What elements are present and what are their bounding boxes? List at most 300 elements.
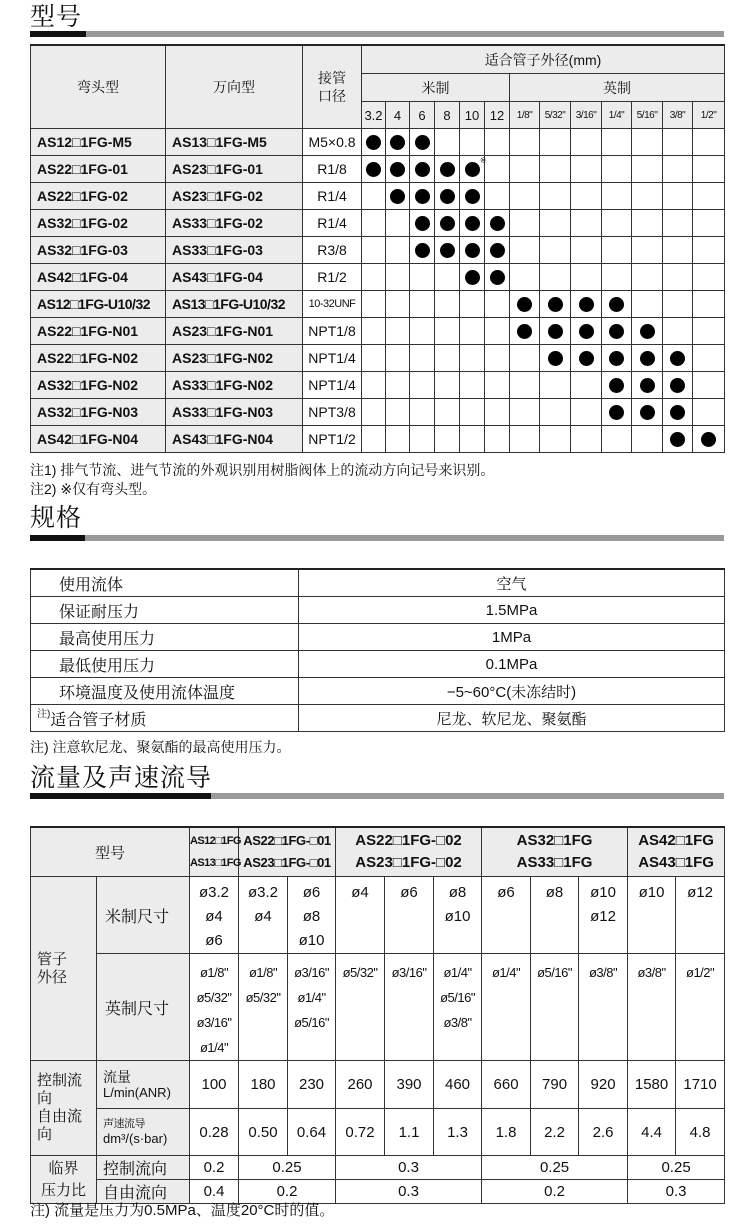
critical-ratio-controlled: 0.25 [628, 1156, 725, 1180]
universal-model: AS13□1FG-M5 [166, 129, 303, 156]
inch-size-label: 英制尺寸 [97, 954, 190, 1061]
compatible-dot-icon [415, 216, 430, 231]
compatible-dot-icon [415, 162, 430, 177]
size-cell [460, 399, 485, 426]
tube-size: ø1/8" [199, 965, 229, 980]
inch-sizes-cell [239, 954, 288, 1061]
inch-sizes-cell [336, 954, 385, 1061]
size-cell [632, 237, 663, 264]
sonic-conductance-value: 4.4 [628, 1109, 676, 1156]
size-column-header: 3/8" [663, 102, 693, 129]
metric-sizes-cell [288, 877, 336, 954]
metric-sizes-cell [434, 877, 482, 954]
flow-header-group [336, 827, 482, 877]
critical-ratio-label [31, 1156, 97, 1204]
critical-line2: 压力比 [40, 1181, 86, 1199]
size-cell [663, 210, 693, 237]
compatible-dot-icon [670, 432, 685, 447]
tube-size: ø3/16" [196, 1015, 232, 1030]
compatible-dot-icon [440, 216, 455, 231]
compatible-dot-icon [440, 189, 455, 204]
tube-size: ø10 [590, 884, 616, 901]
flow-header-group [239, 827, 336, 877]
tube-size: ø5/16" [294, 1015, 329, 1030]
size-cell [460, 291, 485, 318]
model-row [31, 318, 725, 345]
compatible-dot-icon [517, 324, 532, 339]
universal-model: AS13□1FG-U10/32 [166, 291, 303, 318]
spec-label-text: 环境温度及使用流体温度 [59, 684, 236, 702]
size-cell [571, 156, 602, 183]
size-cell [435, 210, 460, 237]
size-column-header: 10 [460, 102, 485, 129]
size-cell [386, 291, 410, 318]
size-column-header: 12 [485, 102, 510, 129]
size-cell [435, 318, 460, 345]
universal-model: AS23□1FG-N02 [166, 345, 303, 372]
group-line2: AS23□1FG-□01 [243, 855, 331, 870]
size-cell [663, 156, 693, 183]
group-line2: AS33□1FG [516, 854, 593, 871]
tube-size: ø12 [590, 908, 616, 925]
size-cell [485, 183, 510, 210]
elbow-model: AS22□1FG-01 [31, 156, 166, 183]
flow-label: 流量 [103, 1068, 131, 1085]
critical-ratio-controlled: 0.25 [239, 1156, 336, 1180]
size-cell [435, 291, 460, 318]
tube-size: ø1/2" [686, 965, 715, 980]
spec-label-text: 使用流体 [59, 576, 124, 594]
compatible-dot-icon [640, 324, 655, 339]
spec-note: 注) 注意软尼龙、聚氨酯的最高使用压力。 [30, 739, 291, 755]
universal-model: AS33□1FG-02 [166, 210, 303, 237]
universal-model: AS23□1FG-02 [166, 183, 303, 210]
compatible-dot-icon [465, 156, 487, 177]
compatible-dot-icon [390, 135, 405, 150]
elbow-model: AS12□1FG-U10/32 [31, 291, 166, 318]
model-row [31, 183, 725, 210]
size-cell [693, 399, 725, 426]
tube-size: ø3/8" [637, 965, 666, 980]
sonic-conductance-value: 4.8 [676, 1109, 725, 1156]
port-size: R1/2 [303, 264, 362, 291]
spec-row [31, 569, 725, 597]
size-cell [386, 129, 410, 156]
size-cell [460, 156, 485, 183]
header-metric: 米制 [362, 74, 510, 102]
size-column-header: 3/16" [571, 102, 602, 129]
size-cell [602, 345, 632, 372]
group-line1: AS42□1FG [638, 832, 714, 849]
size-cell [386, 264, 410, 291]
size-cell [386, 345, 410, 372]
size-cell [460, 372, 485, 399]
flow-rate-value: 390 [385, 1061, 434, 1109]
size-cell [632, 210, 663, 237]
size-cell [435, 129, 460, 156]
size-cell [485, 291, 510, 318]
spec-label-text: 最高使用压力 [59, 630, 156, 648]
tube-od-line2: 外径 [37, 968, 68, 986]
model-row [31, 345, 725, 372]
sonic-conductance-value: 1.1 [385, 1109, 434, 1156]
tube-size: ø10 [444, 908, 471, 925]
sonic-label [97, 1109, 190, 1156]
size-cell [571, 399, 602, 426]
group-line1: AS12□1FG [190, 835, 241, 847]
size-column-header: 3.2 [362, 102, 386, 129]
compatible-dot-icon [440, 162, 455, 177]
port-size: 10-32UNF [303, 291, 362, 318]
compatible-dot-icon [415, 135, 430, 150]
sonic-conductance-value: 1.8 [482, 1109, 531, 1156]
tube-size: ø4 [205, 908, 223, 925]
metric-sizes-cell [336, 877, 385, 954]
tube-size: ø8 [545, 884, 564, 901]
size-cell [540, 156, 571, 183]
spec-row [31, 624, 725, 651]
size-cell [540, 291, 571, 318]
elbow-model: AS42□1FG-N04 [31, 426, 166, 453]
size-cell [410, 426, 435, 453]
spec-value: 空气 [299, 569, 725, 597]
size-cell [410, 318, 435, 345]
flow-rate-value: 790 [531, 1061, 579, 1109]
critical-ratio-free: 0.3 [336, 1180, 482, 1204]
tube-size: ø6 [400, 884, 418, 901]
metric-sizes-cell [239, 877, 288, 954]
size-cell [386, 183, 410, 210]
sonic-conductance-value: 2.6 [579, 1109, 628, 1156]
model-row [31, 264, 725, 291]
size-cell [460, 129, 485, 156]
model-note-2: 注2) ※仅有弯头型。 [30, 481, 157, 497]
tube-size: ø1/8" [248, 965, 278, 980]
size-cell [663, 291, 693, 318]
size-cell [602, 399, 632, 426]
size-cell [410, 183, 435, 210]
model-table [30, 44, 725, 453]
size-cell [410, 129, 435, 156]
elbow-only-mark: ※ [479, 156, 487, 166]
size-cell [435, 183, 460, 210]
flow-header-group [190, 827, 239, 877]
size-cell [485, 156, 510, 183]
flow-header-group [482, 827, 628, 877]
size-cell [460, 210, 485, 237]
tube-size: ø10 [638, 884, 665, 901]
tube-size: ø5/16" [537, 965, 572, 980]
size-cell [693, 372, 725, 399]
tube-size: ø5/16" [440, 990, 475, 1005]
header-elbow: 弯头型 [31, 45, 166, 129]
tube-size: ø1/4" [199, 1040, 229, 1055]
size-cell [485, 345, 510, 372]
tube-size: ø12 [687, 884, 713, 901]
compatible-dot-icon [490, 270, 505, 285]
elbow-model: AS22□1FG-02 [31, 183, 166, 210]
size-cell [632, 426, 663, 453]
size-cell [632, 156, 663, 183]
compatible-dot-icon [579, 351, 594, 366]
size-cell [663, 318, 693, 345]
compatible-dot-icon [640, 405, 655, 420]
size-cell [632, 264, 663, 291]
port-size: M5×0.8 [303, 129, 362, 156]
port-size: NPT1/8 [303, 318, 362, 345]
size-cell [435, 237, 460, 264]
flow-rate-value: 1710 [676, 1061, 725, 1109]
compatible-dot-icon [490, 243, 505, 258]
metric-sizes-cell [190, 877, 239, 954]
size-cell [540, 129, 571, 156]
size-cell [362, 291, 386, 318]
spec-table [30, 568, 725, 732]
tube-size: ø1/4" [491, 965, 521, 980]
spec-row [31, 597, 725, 624]
port-size: R1/8 [303, 156, 362, 183]
spec-value: −5~60°C(未冻结时) [299, 678, 725, 705]
size-cell [571, 426, 602, 453]
tube-size: ø4 [254, 908, 272, 925]
compatible-dot-icon [609, 405, 624, 420]
header-port-line1: 接管 [318, 70, 346, 86]
size-cell [693, 318, 725, 345]
size-cell [386, 237, 410, 264]
inch-sizes-cell [676, 954, 725, 1061]
compatible-dot-icon [490, 216, 505, 231]
compatible-dot-icon [701, 432, 716, 447]
sonic-conductance-value: 0.50 [239, 1109, 288, 1156]
spec-label [31, 597, 299, 624]
size-cell [410, 264, 435, 291]
critical-ratio-free: 0.2 [482, 1180, 628, 1204]
size-cell [410, 210, 435, 237]
tube-size: ø6 [205, 932, 223, 949]
sonic-unit: dm³/(s·bar) [103, 1131, 168, 1146]
compatible-dot-icon [548, 351, 563, 366]
model-note-1: 注1) 排气节流、进气节流的外观识别用树脂阀体上的流动方向记号来识别。 [30, 462, 495, 478]
size-cell [435, 264, 460, 291]
size-cell [386, 426, 410, 453]
compatible-dot-icon [609, 351, 624, 366]
size-cell [632, 183, 663, 210]
size-cell [693, 156, 725, 183]
flow-unit: L/min(ANR) [103, 1084, 171, 1100]
compatible-dot-icon [579, 297, 594, 312]
size-cell [435, 399, 460, 426]
compatible-dot-icon [609, 297, 624, 312]
size-cell [663, 345, 693, 372]
sonic-conductance-value: 2.2 [531, 1109, 579, 1156]
critical-ratio-free: 0.3 [628, 1180, 725, 1204]
size-cell [410, 156, 435, 183]
model-row [31, 399, 725, 426]
size-cell [693, 210, 725, 237]
inch-sizes-cell [531, 954, 579, 1061]
compatible-dot-icon [670, 378, 685, 393]
spec-value: 1MPa [299, 624, 725, 651]
critical-ratio-free: 0.4 [190, 1180, 239, 1204]
spec-value: 1.5MPa [299, 597, 725, 624]
sonic-conductance-value: 1.3 [434, 1109, 482, 1156]
spec-label [31, 624, 299, 651]
metric-sizes-cell [385, 877, 434, 954]
tube-size: ø3/16" [294, 965, 329, 980]
tube-size: ø1/4" [297, 990, 326, 1005]
compatible-dot-icon [609, 324, 624, 339]
size-cell [540, 345, 571, 372]
spec-label-text: 最低使用压力 [59, 657, 156, 675]
size-cell [693, 129, 725, 156]
tube-size: ø3.2 [199, 884, 230, 901]
header-port-line2: 口径 [318, 88, 346, 104]
sonic-conductance-value: 0.64 [288, 1109, 336, 1156]
size-cell [632, 129, 663, 156]
section-underline [30, 535, 724, 541]
size-cell [663, 264, 693, 291]
size-cell [410, 345, 435, 372]
sonic-title: 声速流导 [103, 1118, 145, 1130]
group-line2: AS13□1FG [190, 857, 241, 869]
elbow-model: AS42□1FG-04 [31, 264, 166, 291]
group-line1: AS22□1FG-□02 [355, 832, 462, 849]
metric-size-label: 米制尺寸 [97, 877, 190, 954]
flow-rate-value: 260 [336, 1061, 385, 1109]
flow-rate-value: 230 [288, 1061, 336, 1109]
size-cell [540, 237, 571, 264]
size-column-header: 1/4" [602, 102, 632, 129]
tube-size: ø3.2 [248, 884, 279, 901]
compatible-dot-icon [390, 162, 405, 177]
sonic-conductance-value: 0.28 [190, 1109, 239, 1156]
size-cell [485, 426, 510, 453]
size-cell [362, 345, 386, 372]
size-cell [540, 210, 571, 237]
inch-sizes-cell [385, 954, 434, 1061]
spec-label [31, 678, 299, 705]
tube-size: ø10 [298, 932, 325, 949]
model-row [31, 237, 725, 264]
metric-sizes-cell [676, 877, 725, 954]
elbow-model: AS32□1FG-03 [31, 237, 166, 264]
compatible-dot-icon [415, 243, 430, 258]
compatible-dot-icon [548, 297, 563, 312]
size-cell [571, 210, 602, 237]
section-title-flow: 流量及声速流导 [30, 764, 213, 792]
compatible-dot-icon [366, 135, 381, 150]
size-cell [663, 426, 693, 453]
size-cell [663, 183, 693, 210]
size-column-header: 8 [435, 102, 460, 129]
port-size: NPT1/2 [303, 426, 362, 453]
inch-sizes-cell [579, 954, 628, 1061]
tube-size: ø4 [351, 884, 369, 901]
size-cell [571, 291, 602, 318]
tube-od-line1: 管子 [37, 950, 68, 968]
spec-label-text: 保证耐压力 [59, 603, 140, 621]
compatible-dot-icon [548, 324, 563, 339]
size-column-header: 5/16" [632, 102, 663, 129]
model-row [31, 291, 725, 318]
tube-size: ø8 [448, 884, 467, 901]
universal-model: AS33□1FG-N03 [166, 399, 303, 426]
compatible-dot-icon [640, 351, 655, 366]
size-cell [540, 426, 571, 453]
inch-sizes-cell [434, 954, 482, 1061]
inch-sizes-cell [288, 954, 336, 1061]
universal-model: AS43□1FG-04 [166, 264, 303, 291]
size-cell [602, 291, 632, 318]
spec-label [31, 705, 299, 732]
port-size: R1/4 [303, 210, 362, 237]
size-cell [460, 426, 485, 453]
size-cell [510, 156, 540, 183]
inch-sizes-cell [190, 954, 239, 1061]
tube-size: ø5/32" [342, 965, 378, 980]
section-underline [30, 793, 724, 799]
critical-ratio-controlled: 0.3 [336, 1156, 482, 1180]
compatible-dot-icon [465, 243, 480, 258]
size-cell [510, 129, 540, 156]
metric-sizes-cell [482, 877, 531, 954]
size-cell [485, 264, 510, 291]
sonic-conductance-value: 0.72 [336, 1109, 385, 1156]
tube-size: ø5/32" [196, 990, 232, 1005]
group-line1: AS32□1FG [516, 832, 593, 849]
section-title-spec: 规格 [30, 504, 83, 532]
metric-sizes-cell [531, 877, 579, 954]
metric-sizes-cell [579, 877, 628, 954]
size-cell [602, 426, 632, 453]
size-cell [602, 318, 632, 345]
compatible-dot-icon [609, 378, 624, 393]
spec-value: 尼龙、软尼龙、聚氨酯 [299, 705, 725, 732]
size-cell [510, 183, 540, 210]
size-cell [410, 291, 435, 318]
size-cell [693, 183, 725, 210]
size-cell [510, 264, 540, 291]
size-cell [435, 372, 460, 399]
size-cell [485, 129, 510, 156]
tube-size: ø3/16" [391, 965, 427, 980]
size-cell [410, 237, 435, 264]
direction-label [31, 1061, 97, 1156]
tube-size: ø1/4" [443, 965, 472, 980]
size-cell [663, 372, 693, 399]
elbow-model: AS32□1FG-N03 [31, 399, 166, 426]
elbow-model: AS32□1FG-02 [31, 210, 166, 237]
tube-size: ø6 [302, 884, 321, 901]
size-cell [362, 399, 386, 426]
size-cell [460, 183, 485, 210]
critical-ratio-controlled: 0.2 [190, 1156, 239, 1180]
size-cell [362, 183, 386, 210]
header-universal: 万向型 [166, 45, 303, 129]
universal-model: AS33□1FG-03 [166, 237, 303, 264]
size-cell [386, 210, 410, 237]
compatible-dot-icon [440, 243, 455, 258]
size-cell [571, 237, 602, 264]
model-row [31, 210, 725, 237]
size-cell [663, 129, 693, 156]
flow-rate-value: 1580 [628, 1061, 676, 1109]
note-marker: 注) [37, 708, 51, 720]
size-cell [693, 345, 725, 372]
size-cell [362, 156, 386, 183]
size-column-header: 1/8" [510, 102, 540, 129]
compatible-dot-icon [465, 270, 480, 285]
